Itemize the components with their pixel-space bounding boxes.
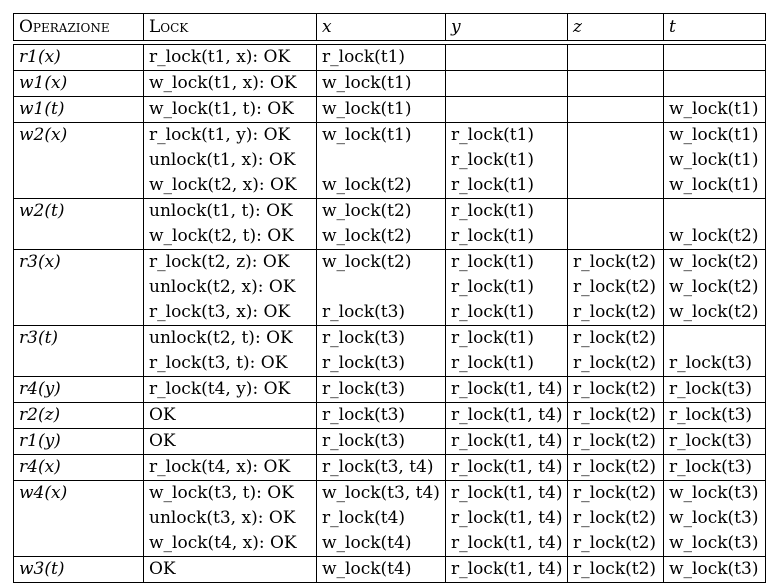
cell-line: r_lock(t3) <box>669 379 753 399</box>
cell-t <box>664 326 766 377</box>
cell-x <box>317 455 446 481</box>
cell-lock <box>144 250 317 326</box>
header-t: t <box>664 14 766 41</box>
cell-x <box>317 481 446 557</box>
cell-x <box>317 199 446 250</box>
header-row <box>14 14 766 41</box>
cell-x <box>317 403 446 429</box>
table-row <box>14 557 766 583</box>
table-row <box>14 250 766 326</box>
cell-line <box>669 326 765 351</box>
cell-line: r_lock(t1, t4) <box>451 379 563 399</box>
cell-operation <box>14 97 144 123</box>
header-lock: Lock <box>144 14 317 41</box>
cell-line: r_lock(t4, x): OK <box>149 457 291 477</box>
operation-label: w3(t) <box>19 559 65 579</box>
cell-line: w_lock(t1) <box>669 150 759 170</box>
cell-line: r_lock(t2) <box>573 302 657 322</box>
cell-line: w_lock(t4) <box>322 533 412 553</box>
cell-line <box>573 224 663 249</box>
cell-line <box>451 97 567 122</box>
cell-operation <box>14 481 144 557</box>
cell-line: r_lock(t1, t4) <box>451 405 563 425</box>
table-row <box>14 377 766 403</box>
cell-t <box>664 377 766 403</box>
cell-t <box>664 429 766 455</box>
cell-line: r_lock(t2) <box>573 559 657 579</box>
cell-line: r_lock(t2) <box>573 405 657 425</box>
cell-line: w_lock(t2) <box>322 201 412 221</box>
cell-operation <box>14 403 144 429</box>
cell-z <box>568 326 664 377</box>
cell-line: r_lock(t3, t4) <box>322 457 434 477</box>
cell-lock <box>144 429 317 455</box>
cell-line: r_lock(t2) <box>573 457 657 477</box>
cell-line: r_lock(t1, x): OK <box>149 47 291 67</box>
cell-line <box>669 71 765 96</box>
operation-label: r3(x) <box>19 252 61 272</box>
operation-label: r4(y) <box>19 379 61 399</box>
cell-line: r_lock(t3) <box>322 379 406 399</box>
cell-z <box>568 123 664 199</box>
operation-label: r3(t) <box>19 328 59 348</box>
cell-t <box>664 557 766 583</box>
cell-z <box>568 199 664 250</box>
cell-line <box>573 45 663 70</box>
cell-lock <box>144 481 317 557</box>
cell-t <box>664 250 766 326</box>
operation-label: r2(z) <box>19 405 61 425</box>
cell-lock <box>144 455 317 481</box>
cell-x <box>317 557 446 583</box>
cell-line: w_lock(t3, t4) <box>322 483 440 503</box>
cell-lock <box>144 377 317 403</box>
operation-label: r4(x) <box>19 457 61 477</box>
cell-lock <box>144 45 317 71</box>
cell-lock <box>144 326 317 377</box>
schedule-body <box>14 45 766 583</box>
cell-y <box>446 45 568 71</box>
cell-line <box>451 71 567 96</box>
cell-line: w_lock(t1, t): OK <box>149 99 294 119</box>
cell-t <box>664 97 766 123</box>
cell-operation <box>14 326 144 377</box>
cell-x <box>317 429 446 455</box>
cell-line: r_lock(t1, t4) <box>451 457 563 477</box>
cell-x <box>317 250 446 326</box>
cell-line: r_lock(t2) <box>573 252 657 272</box>
cell-y <box>446 123 568 199</box>
cell-operation <box>14 377 144 403</box>
cell-line <box>573 199 663 224</box>
cell-z <box>568 403 664 429</box>
cell-line: w_lock(t2) <box>669 226 759 246</box>
cell-y <box>446 377 568 403</box>
cell-line: unlock(t1, x): OK <box>149 150 296 170</box>
cell-z <box>568 71 664 97</box>
operation-label: r1(x) <box>19 47 61 67</box>
cell-operation <box>14 123 144 199</box>
cell-y <box>446 250 568 326</box>
cell-lock <box>144 403 317 429</box>
cell-line: w_lock(t3) <box>669 483 759 503</box>
cell-z <box>568 481 664 557</box>
cell-z <box>568 455 664 481</box>
cell-line: w_lock(t2) <box>322 252 412 272</box>
cell-line: w_lock(t1, x): OK <box>149 73 297 93</box>
cell-line: r_lock(t2) <box>573 508 657 528</box>
cell-line <box>322 275 445 300</box>
cell-line: w_lock(t2) <box>322 175 412 195</box>
header-z: z <box>568 14 664 41</box>
table-row <box>14 403 766 429</box>
cell-line: r_lock(t1) <box>451 175 535 195</box>
operation-label: w1(x) <box>19 73 68 93</box>
cell-operation <box>14 455 144 481</box>
operation-label: r1(y) <box>19 431 61 451</box>
cell-z <box>568 250 664 326</box>
cell-line: r_lock(t1) <box>451 201 535 221</box>
cell-line: w_lock(t4) <box>322 559 412 579</box>
cell-line: w_lock(t1) <box>322 73 412 93</box>
cell-line: w_lock(t1) <box>322 125 412 145</box>
cell-line: w_lock(t1) <box>669 125 759 145</box>
cell-line: OK <box>149 431 176 451</box>
cell-lock <box>144 71 317 97</box>
cell-y <box>446 97 568 123</box>
cell-line: r_lock(t1) <box>451 302 535 322</box>
cell-line: r_lock(t3) <box>669 431 753 451</box>
cell-operation <box>14 250 144 326</box>
cell-y <box>446 455 568 481</box>
cell-line: r_lock(t2) <box>573 353 657 373</box>
cell-line: r_lock(t1) <box>451 353 535 373</box>
cell-line: r_lock(t4, y): OK <box>149 379 291 399</box>
cell-z <box>568 97 664 123</box>
cell-t <box>664 123 766 199</box>
table-row <box>14 481 766 557</box>
cell-line: r_lock(t1, t4) <box>451 533 563 553</box>
cell-line <box>669 45 765 70</box>
cell-line: w_lock(t3, t): OK <box>149 483 294 503</box>
cell-z <box>568 557 664 583</box>
cell-line: r_lock(t2, z): OK <box>149 252 290 272</box>
cell-line: r_lock(t2) <box>573 277 657 297</box>
cell-line: r_lock(t3) <box>322 328 406 348</box>
cell-t <box>664 45 766 71</box>
cell-lock <box>144 199 317 250</box>
cell-line: r_lock(t1) <box>451 328 535 348</box>
cell-operation <box>14 71 144 97</box>
cell-line: r_lock(t3) <box>322 431 406 451</box>
cell-t <box>664 403 766 429</box>
cell-line <box>573 173 663 198</box>
cell-operation <box>14 199 144 250</box>
cell-line: unlock(t2, x): OK <box>149 277 296 297</box>
cell-line: OK <box>149 405 176 425</box>
operation-label: w1(t) <box>19 99 65 119</box>
cell-x <box>317 123 446 199</box>
cell-x <box>317 326 446 377</box>
cell-line: r_lock(t1, t4) <box>451 559 563 579</box>
cell-y <box>446 429 568 455</box>
cell-operation <box>14 429 144 455</box>
cell-line: r_lock(t1) <box>451 125 535 145</box>
cell-line: r_lock(t1, t4) <box>451 483 563 503</box>
cell-operation <box>14 45 144 71</box>
cell-line: r_lock(t1) <box>451 277 535 297</box>
cell-y <box>446 71 568 97</box>
header-x: x <box>317 14 446 41</box>
table-row <box>14 455 766 481</box>
cell-line <box>573 71 663 96</box>
cell-line: w_lock(t1) <box>669 99 759 119</box>
cell-line: unlock(t2, t): OK <box>149 328 293 348</box>
cell-line: r_lock(t1, y): OK <box>149 125 291 145</box>
cell-line: w_lock(t2, x): OK <box>149 175 297 195</box>
cell-lock <box>144 557 317 583</box>
cell-line: w_lock(t3) <box>669 533 759 553</box>
cell-line: r_lock(t4) <box>322 508 406 528</box>
cell-line: r_lock(t1) <box>322 47 406 67</box>
table-row <box>14 123 766 199</box>
cell-z <box>568 377 664 403</box>
cell-t <box>664 481 766 557</box>
cell-x <box>317 97 446 123</box>
cell-y <box>446 326 568 377</box>
schedule-table <box>13 44 766 583</box>
table-row <box>14 326 766 377</box>
cell-line: r_lock(t1, t4) <box>451 431 563 451</box>
cell-y <box>446 481 568 557</box>
cell-line: r_lock(t3) <box>669 405 753 425</box>
cell-y <box>446 199 568 250</box>
table-row <box>14 71 766 97</box>
header-y: y <box>446 14 568 41</box>
cell-x <box>317 45 446 71</box>
cell-line: r_lock(t3, t): OK <box>149 353 288 373</box>
cell-line: r_lock(t3) <box>322 353 406 373</box>
cell-line: w_lock(t2) <box>322 226 412 246</box>
cell-line: r_lock(t2) <box>573 328 657 348</box>
cell-line: r_lock(t3) <box>669 457 753 477</box>
cell-line: unlock(t3, x): OK <box>149 508 296 528</box>
cell-line: w_lock(t2, t): OK <box>149 226 294 246</box>
cell-line: r_lock(t3) <box>322 405 406 425</box>
header-operation: Operazione <box>14 14 144 41</box>
cell-line: w_lock(t2) <box>669 277 759 297</box>
cell-line: r_lock(t1) <box>451 150 535 170</box>
cell-line: w_lock(t4, x): OK <box>149 533 297 553</box>
operation-label: w4(x) <box>19 483 68 503</box>
header-table <box>13 13 766 41</box>
cell-line: r_lock(t3, x): OK <box>149 302 291 322</box>
table-row <box>14 45 766 71</box>
cell-y <box>446 557 568 583</box>
cell-line: w_lock(t2) <box>669 252 759 272</box>
cell-line: w_lock(t3) <box>669 559 759 579</box>
cell-y <box>446 403 568 429</box>
cell-line: r_lock(t1) <box>451 226 535 246</box>
operation-label: w2(x) <box>19 125 68 145</box>
cell-x <box>317 377 446 403</box>
cell-line: r_lock(t3) <box>669 353 753 373</box>
cell-line: r_lock(t2) <box>573 431 657 451</box>
cell-line: r_lock(t2) <box>573 483 657 503</box>
cell-line <box>573 123 663 148</box>
cell-operation <box>14 557 144 583</box>
cell-line: w_lock(t1) <box>322 99 412 119</box>
table-row <box>14 429 766 455</box>
operation-label: w2(t) <box>19 201 65 221</box>
cell-line: unlock(t1, t): OK <box>149 201 293 221</box>
cell-line: r_lock(t2) <box>573 379 657 399</box>
cell-line <box>573 97 663 122</box>
cell-line: OK <box>149 559 176 579</box>
cell-line <box>451 45 567 70</box>
cell-t <box>664 71 766 97</box>
cell-t <box>664 455 766 481</box>
cell-line <box>322 148 445 173</box>
cell-lock <box>144 123 317 199</box>
cell-x <box>317 71 446 97</box>
cell-line: r_lock(t1) <box>451 252 535 272</box>
cell-line: r_lock(t2) <box>573 533 657 553</box>
cell-line: w_lock(t2) <box>669 302 759 322</box>
cell-line: r_lock(t1, t4) <box>451 508 563 528</box>
cell-line <box>573 148 663 173</box>
cell-z <box>568 429 664 455</box>
cell-line: w_lock(t3) <box>669 508 759 528</box>
cell-t <box>664 199 766 250</box>
cell-lock <box>144 97 317 123</box>
cell-line: w_lock(t1) <box>669 175 759 195</box>
cell-line <box>669 199 765 224</box>
table-row <box>14 97 766 123</box>
table-row <box>14 199 766 250</box>
cell-z <box>568 45 664 71</box>
cell-line: r_lock(t3) <box>322 302 406 322</box>
